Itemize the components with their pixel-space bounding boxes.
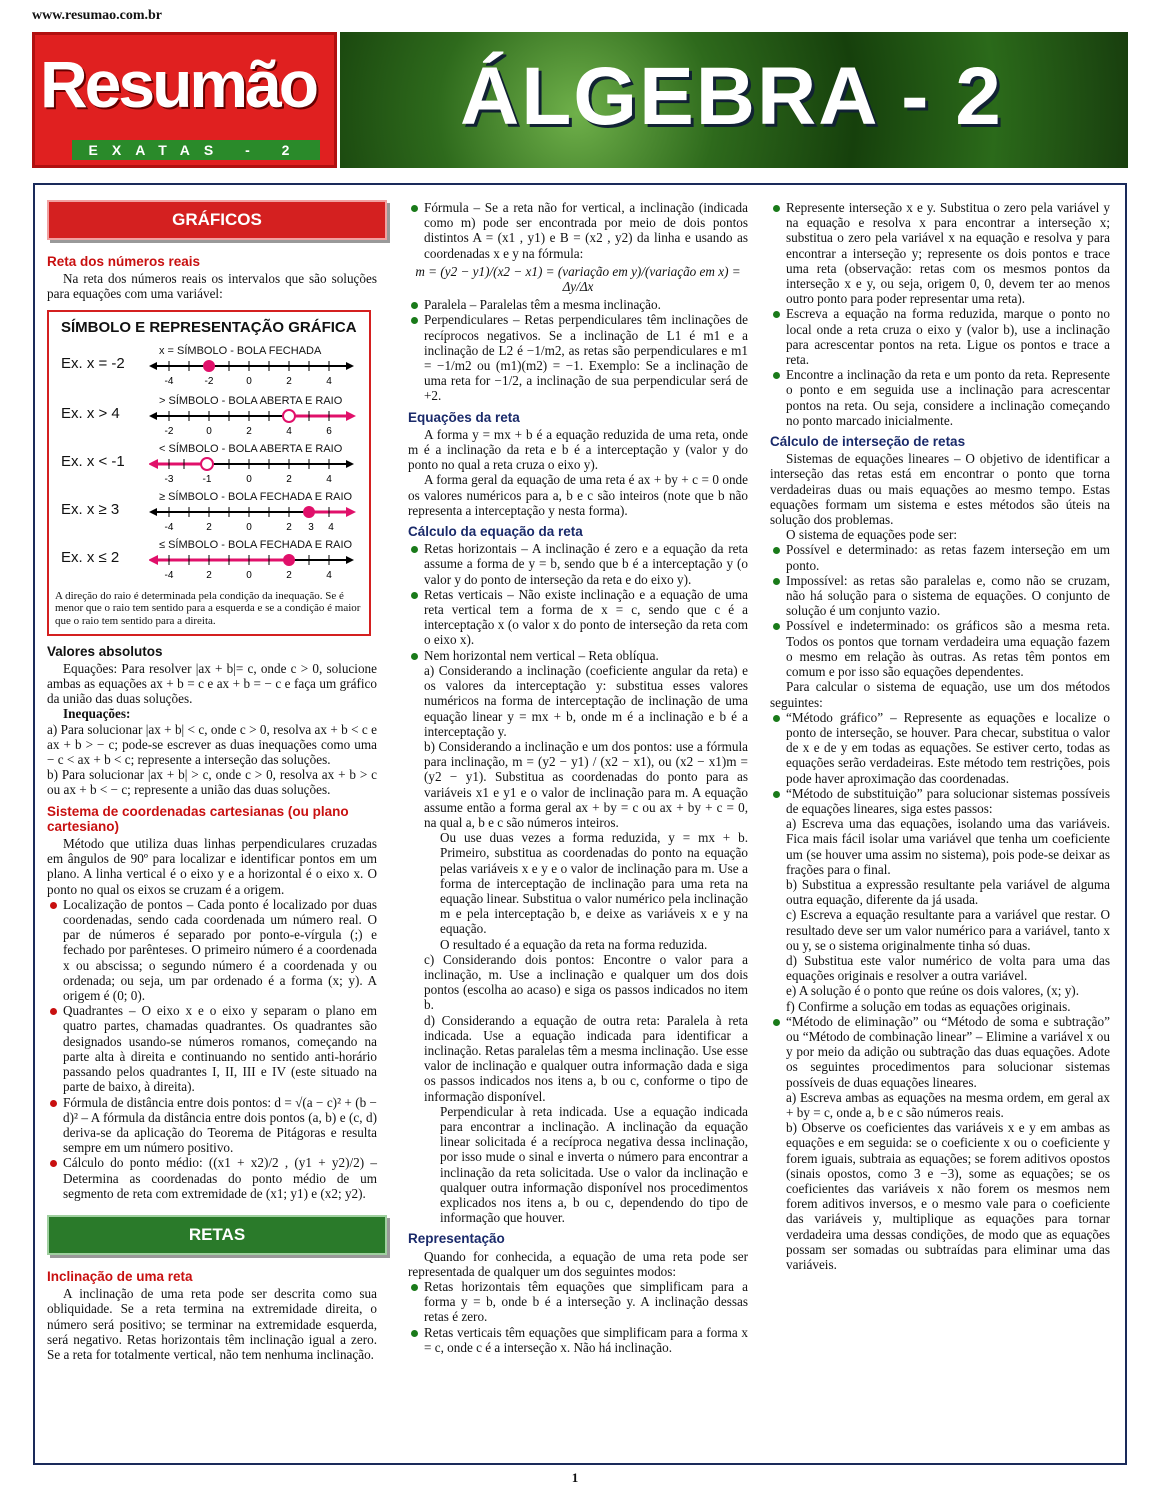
sub-steps: [770, 816, 1110, 1014]
step: b) Observe os coeficientes das variáveis x e y em ambas as equações e em seguida: se o coeficiente x ou o coeficiente y forem iguais, subtraia as equações; se forem aditivos opostos (sinais opostos, como 3 e −3), some as equações; se os coeficientes das variáveis x não forem os mesmos nem forem aditivos inversos, e o mesmo vale para o coeficiente das variáveis y, multiplique as equações para tornar verdadeira uma dessas condições, de modo que as equações possam ser somadas ou subtraídas para eliminar uma das variáveis.: [786, 1120, 1110, 1273]
list-item: Localização de pontos – Cada ponto é localizado por duas coordenadas, sendo cada coordenada um número real. O par de números é separado por ponto-e-vírgula (;) e fechado por parênteses. O primeiro número é a coordenada x ou abscissa; o segundo número é a coordenada y ou ordenada; ou seja, um par ordenado é a forma (x; y). A origem é (0; 0).: [47, 897, 377, 1003]
list-item: Represente interseção x e y. Substitua o zero pela variável y na equação e resolva x para encontrar a interseção x; substitua o zero pela variável x na equação e resolva y para encontrar a interseção y; represente os dois pontos e trace uma reta (observação: retas com os mesmos pontos da interseção x e y, ou seja, origem 0, 0, devem ter ao menos outro ponto para poder representar uma reta).: [770, 200, 1110, 306]
list-item: Possível e indeterminado: os gráficos são a mesma reta. Todos os pontos que tornam verdadeira uma equação fazem o mesmo em relação às outras. As retas têm pontos em comum e por isso são equações dependentes.: [770, 618, 1110, 679]
step: f) Confirme a solução em todas as equações originais.: [786, 998, 1071, 1014]
number-line-row: [49, 540, 369, 588]
sub-b2: Ou use duas vezes a forma reduzida, y = mx + b. Primeiro, substitua as coordenadas do ponto na equação pelas variáveis x e y e o valor de inclinação para m. Use a forma de interceptação de inclinação para uma reta na equação linear. Substitua o valor numérico pela inclinação m e pela interceptação b, e deixe as variáveis x e y na equação.: [440, 830, 748, 937]
number-line-row: [49, 346, 369, 394]
inequacoes-label: Inequações:: [63, 706, 131, 722]
tick-label: 3: [308, 521, 314, 533]
eq-p2: A forma geral da equação de uma reta é ax + by + c = 0 onde os valores numéricos para a, b e c são inteiros (note que b não representa a interceptação y nesta forma).: [408, 472, 748, 518]
row-example: Ex. x > 4: [61, 404, 120, 422]
list-item: Paralela – Paralelas têm a mesma inclinação.: [408, 297, 748, 312]
elim-steps: [770, 1090, 1110, 1272]
tick-label: 4: [326, 375, 332, 387]
list-item: Possível e determinado: as retas fazem interseção em um ponto.: [770, 542, 1110, 572]
logo-subtitle: EXATAS - 2: [72, 140, 320, 160]
tick-label: 4: [326, 569, 332, 581]
tick-label: 2: [286, 473, 292, 485]
rep-bullets: [408, 1279, 748, 1355]
sub-b3: O resultado é a equação da reta na forma reduzida.: [440, 936, 708, 952]
reta-text: Na reta dos números reais os intervalos que são soluções para equações com uma variável:: [47, 271, 377, 302]
calc-bullets: [408, 541, 748, 663]
list-item: “Método gráfico” – Represente as equações e localize o ponto de interseção, se houver. Para checar, substitua o valor de x e de y em todas as equações. Se estiver certo, todas as equações serão verdadeiras. Este método tem restrições, pois pode haver aproximação das coordenadas.: [770, 710, 1110, 786]
row-example: Ex. x ≤ 2: [61, 548, 120, 566]
calc-intersecao-title: Cálculo de interseção de retas: [770, 434, 966, 450]
para-text: Para calcular o sistema de equação, use um dos métodos seguintes:: [770, 679, 1110, 710]
number-line: [149, 452, 359, 488]
tick-label: -4: [164, 569, 174, 581]
tick-label: -1: [202, 473, 212, 485]
list-item: Retas horizontais têm equações que simplificam para a forma y = b, onde b é a interseção y. A inclinação dessas retas é zero.: [408, 1279, 748, 1325]
tick-label: -2: [204, 375, 214, 387]
reta-title: Reta dos números reais: [47, 254, 201, 269]
list-item: Escreva a equação na forma reduzida, marque o ponto no local onde a reta cruza o eixo y (valor b), use a inclinação para acrescentar pontos na reta. Ligue os pontos e trace a reta.: [770, 306, 1110, 367]
tick-label: 4: [286, 425, 292, 437]
list-item: “Método de substituição” para solucionar sistemas possíveis de equações lineares, siga estes passos:: [770, 786, 1110, 816]
list-item: Quadrantes – O eixo x e o eixo y separam o plano em quatro partes, chamadas quadrantes. Os quadrantes são designados usando-se números romanos, começando na parte alta à direita e continuando no sentido anti-horário passando pelos quadrantes I, II, III e IV (este situado na parte de baixo, à direita).: [47, 1003, 377, 1094]
number-line: [149, 354, 359, 390]
tick-label: -2: [164, 425, 174, 437]
tick-label: 2: [206, 569, 212, 581]
sub-d2: Perpendicular à reta indicada. Use a equação indicada para encontrar a inclinação. A inclinação da equação linear solicitada é a recíproca negativa dessa inclinação, por isso mude o sinal e inverta o número para encontrar a inclinação da reta solicitada. Use o valor da inclinação e qualquer outra informação disponível nos procedimentos explicados nos itens a, b ou c, dependendo do tipo de informação que houver.: [440, 1103, 748, 1226]
row-label: ≥ SÍMBOLO - BOLA FECHADA E RAIO: [159, 490, 353, 503]
sistemas-text-2: O sistema de equações pode ser:: [786, 527, 958, 543]
sistema-title: Sistema de coordenadas cartesianas (ou plano cartesiano): [47, 803, 349, 834]
tick-label: 2: [286, 569, 292, 581]
number-line: [149, 404, 359, 440]
list-item: Impossível: as retas são paralelas e, como não se cruzam, não há solução para o sistema de equações. O conjunto de solução é um conjunto vazio.: [770, 573, 1110, 619]
tick-label: 0: [246, 569, 252, 581]
tick-label: 0: [246, 473, 252, 485]
rep-methods: [770, 200, 1110, 428]
retas-heading: RETAS: [47, 1215, 387, 1255]
closed-dot: [203, 360, 215, 372]
tick-label: 2: [206, 521, 212, 533]
row-label: x = SÍMBOLO - BOLA FECHADA: [159, 344, 322, 357]
ineq-b: b) Para solucionar |ax + b| > c, onde c > 0, resolva ax + b > c ou ax + b < − c; represente a união das duas soluções.: [47, 767, 377, 798]
title-box: [340, 32, 1128, 168]
row-label: ≤ SÍMBOLO - BOLA FECHADA E RAIO: [159, 538, 353, 551]
list-item: Encontre a inclinação da reta e um ponto da reta. Represente o ponto e em seguida use a inclinação para acrescentar pontos na reta. Ou seja, considere a inclinação começando no ponto marcado inicialmente.: [770, 367, 1110, 428]
tick-label: 0: [246, 521, 252, 533]
column-1: [47, 200, 377, 1362]
step: a) Escreva uma das equações, isolando uma das variáveis. Fica mais fácil isolar uma variável que tenha um coeficiente um (se houver uma assim no sistema), pois pode-se deixar as frações para o final.: [786, 816, 1110, 877]
tick-label: 0: [206, 425, 212, 437]
resumao-logo: [32, 32, 337, 168]
valores-title: Valores absolutos: [47, 643, 163, 659]
row-label: < SÍMBOLO - BOLA ABERTA E RAIO: [159, 442, 343, 455]
metodos-bullets: [770, 710, 1110, 816]
sistema-bullets: [47, 897, 377, 1201]
page-number: 1: [571, 1470, 579, 1485]
number-line-row: [49, 444, 369, 492]
step: c) Escreva a equação resultante para a variável que restar. O resultado deve ser um valor numérico para a variável, tanto x ou y, se o sistema originalmente tinha só duas.: [786, 907, 1110, 953]
tick-label: -3: [164, 473, 174, 485]
list-item: Retas verticais têm equações que simplificam para a forma x = c, onde c é a interseção x. Não há inclinação.: [408, 1325, 748, 1355]
header-banner: [32, 32, 1128, 168]
site-url: www.resumao.com.br: [32, 8, 163, 23]
rep-title: Representação: [408, 1231, 505, 1247]
row-example: Ex. x = -2: [61, 354, 125, 372]
row-example: Ex. x ≥ 3: [61, 500, 120, 518]
list-item: Fórmula de distância entre dois pontos: d = √(a − c)² + (b − d)² – A fórmula da distância entre dois pontos (a, b) e (c, d) deriva-se da aplicação do Teorema de Pitágoras e resulta sempre em um número positivo.: [47, 1095, 377, 1156]
row-example: Ex. x < -1: [61, 452, 125, 470]
slope-formula: m = (y2 − y1)/(x2 − x1) = (variação em y)/(variação em x) = Δy/Δx: [415, 263, 741, 295]
inclinacao-title: Inclinação de uma reta: [47, 1268, 193, 1284]
list-item: Retas verticais – Não existe inclinação e a equação de uma reta vertical tem a forma de x = c, sendo que c é a interceptação x (o valor x do ponto de interseção da reta com o eixo x).: [408, 587, 748, 648]
sistema-text: Método que utiliza duas linhas perpendiculares cruzadas em ângulos de 90º para localizar e identificar pontos em um plano. A linha vertical é o eixo y e a horizontal é o eixo x. O ponto no qual os eixos se cruzam é a origem.: [47, 836, 377, 897]
closed-dot: [283, 554, 295, 566]
list-item: Perpendiculares – Retas perpendiculares têm inclinações de recíprocos negativos. Se a inclinação de L1 é m1 e a inclinação de L2 é −1/m2, as retas são perpendiculares e m1 = −1/m2 ou (m1)(m2) = −1. Exemplo: Se a inclinação de uma reta for −1/2, a inclinação de sua perpendicular será de +2.: [408, 312, 748, 403]
graficos-heading: GRÁFICOS: [47, 200, 387, 240]
column-3: [770, 200, 1110, 1272]
row-label: > SÍMBOLO - BOLA ABERTA E RAIO: [159, 394, 343, 407]
tick-label: 4: [326, 473, 332, 485]
number-line: [149, 548, 359, 584]
step: e) A solução é o ponto que reúne os dois valores, (x; y).: [786, 983, 1079, 999]
open-dot: [201, 458, 213, 470]
step: b) Substitua a expressão resultante pela variável de alguma outra equação, diferente da já usada.: [786, 876, 1110, 908]
tick-label: -4: [164, 521, 174, 533]
closed-dot: [303, 506, 315, 518]
calc-substeps: [408, 663, 748, 1226]
graph-title: SÍMBOLO E REPRESENTAÇÃO GRÁFICA: [61, 318, 357, 336]
tipos-bullets: [770, 542, 1110, 679]
tick-label: 6: [326, 425, 332, 437]
calc-title: Cálculo da equação da reta: [408, 524, 583, 540]
paralela-bullets: [408, 297, 748, 403]
formula-bullets: [408, 200, 748, 261]
eq-p1: A forma y = mx + b é a equação reduzida de uma reta, onde m é a inclinação da reta e b é a interceptação y (valor y do ponto no qual a reta cruza o eixo y).: [408, 426, 748, 473]
tick-label: 2: [286, 375, 292, 387]
ineq-a: a) Para solucionar |ax + b| < c, onde c > 0, resolva ax + b < c e ax + b > − c; pode-se escrever as duas inequações como uma − c < ax + b < c; represente a interseção das soluções.: [47, 721, 377, 768]
column-2: [408, 200, 748, 1355]
graph-note: A direção do raio é determinada pela condição da inequação. Se é menor que o raio tem sentido para a esquerda e se a condição é maior que o raio tem sentido para a direita.: [55, 589, 361, 627]
eq-title: Equações da reta: [408, 409, 520, 425]
step: a) Escreva ambas as equações na mesma ordem, em geral ax + by = c, onde a, b e c são números reais.: [786, 1089, 1110, 1120]
tick-label: 2: [246, 425, 252, 437]
inclinacao-text: A inclinação de uma reta pode ser descrita como sua obliquidade. Se a reta termina na extremidade direita, o número será positivo; se terminar na extremidade esquerda, será negativo. Retas horizontais têm inclinação igual a zero. Se a reta for totalmente vertical, não tem nenhuma inclinação.: [47, 1286, 377, 1362]
page-title: ÁLGEBRA - 2: [460, 51, 1003, 142]
sistemas-text: Sistemas de equações lineares – O objetivo de identificar a interseção das retas está em encontrar o ponto que torna verdadeiras duas ou mais equações ao mesmo tempo. Estas equações formam um sistema e estes métodos são úteis na solução dos problemas.: [770, 451, 1110, 528]
open-dot: [283, 410, 295, 422]
elim-bullets: [770, 1014, 1110, 1090]
logo-word: Resumão: [40, 47, 317, 121]
rep-text: Quando for conhecida, a equação de uma reta pode ser representada de qualquer um dos seguintes modos:: [408, 1248, 748, 1279]
number-line-row: [49, 396, 369, 444]
equacoes-text: Equações: Para resolver |ax + b|= c, onde c > 0, solucione ambas as equações ax + b = c e ax + b = − c e faça um gráfico da união das duas soluções.: [47, 660, 377, 707]
tick-label: 0: [246, 375, 252, 387]
number-line: [149, 500, 359, 536]
sub-d: d) Considerando a equação de outra reta: Paralela à reta indicada. Use a equação indicada para identificar a inclinação. Retas paralelas têm a mesma inclinação. Use esse valor de inclinação e qualquer outra informação dada e siga os passos indicados nos itens a, b ou c, conforme o tipo de informação disponível.: [424, 1012, 748, 1104]
list-item: “Método de eliminação” ou “Método de soma e subtração” ou “Método de combinação linear” – Elimine a variável x ou y por meio da adição ou subtração das duas equações. Adote os seguintes procedimentos para solucionar sistemas possíveis de duas equações lineares.: [770, 1014, 1110, 1090]
list-item: Cálculo do ponto médio: ((x1 + x2)/2 , (y1 + y2)/2) – Determina as coordenadas do ponto médio de um segmento de reta com extremidade de (x1; y1) e (x2; y2).: [47, 1155, 377, 1201]
list-item: Nem horizontal nem vertical – Reta oblíqua.: [408, 648, 748, 663]
tick-label: -4: [164, 375, 174, 387]
sub-a: a) Considerando a inclinação (coeficiente angular da reta) e os valores da interceptação y: substitua esses valores numéricos na forma de interceptação de inclinação de uma equação linear y = mx + b, onde m é a inclinação e b é a interceptação y.: [424, 662, 748, 739]
tick-label: 4: [328, 521, 334, 533]
number-line-row: [49, 492, 369, 540]
list-item: Fórmula – Se a reta não for vertical, a inclinação (indicada como m) pode ser encontrada por meio de dois pontos distintos A = (x1 , y1) e B = (x2 , y2) da linha e usando as coordenadas x e y na fórmula:: [408, 200, 748, 261]
sub-b: b) Considerando a inclinação e um dos pontos: use a fórmula para inclinação, m = (y2 − y1) / (x2 − x1), ou (x2 − x1)m = (y2 − y1). Substitua as coordenadas do ponto para as variáveis x1 e y1 e o valor de inclinação para m. A equação assume então a forma geral ax + by = c ou ax + by + c = 0, na qual a, b e c são números inteiros.: [424, 738, 748, 830]
step: d) Substitua este valor numérico de volta para uma das equações originais e resolver a outra variável.: [786, 952, 1110, 984]
list-item: Retas horizontais – A inclinação é zero e a equação da reta assume a forma de y = b, sendo que b é a interceptação y (o valor y do ponto de interseção da reta e do eixo y).: [408, 541, 748, 587]
number-line-figure: [47, 310, 371, 636]
tick-label: 2: [286, 521, 292, 533]
sub-c: c) Considerando dois pontos: Encontre o valor para a inclinação, m. Use a inclinação e qualquer um dos dois pontos (escolha ao acaso) e siga os passos indicados no item b.: [424, 951, 748, 1013]
